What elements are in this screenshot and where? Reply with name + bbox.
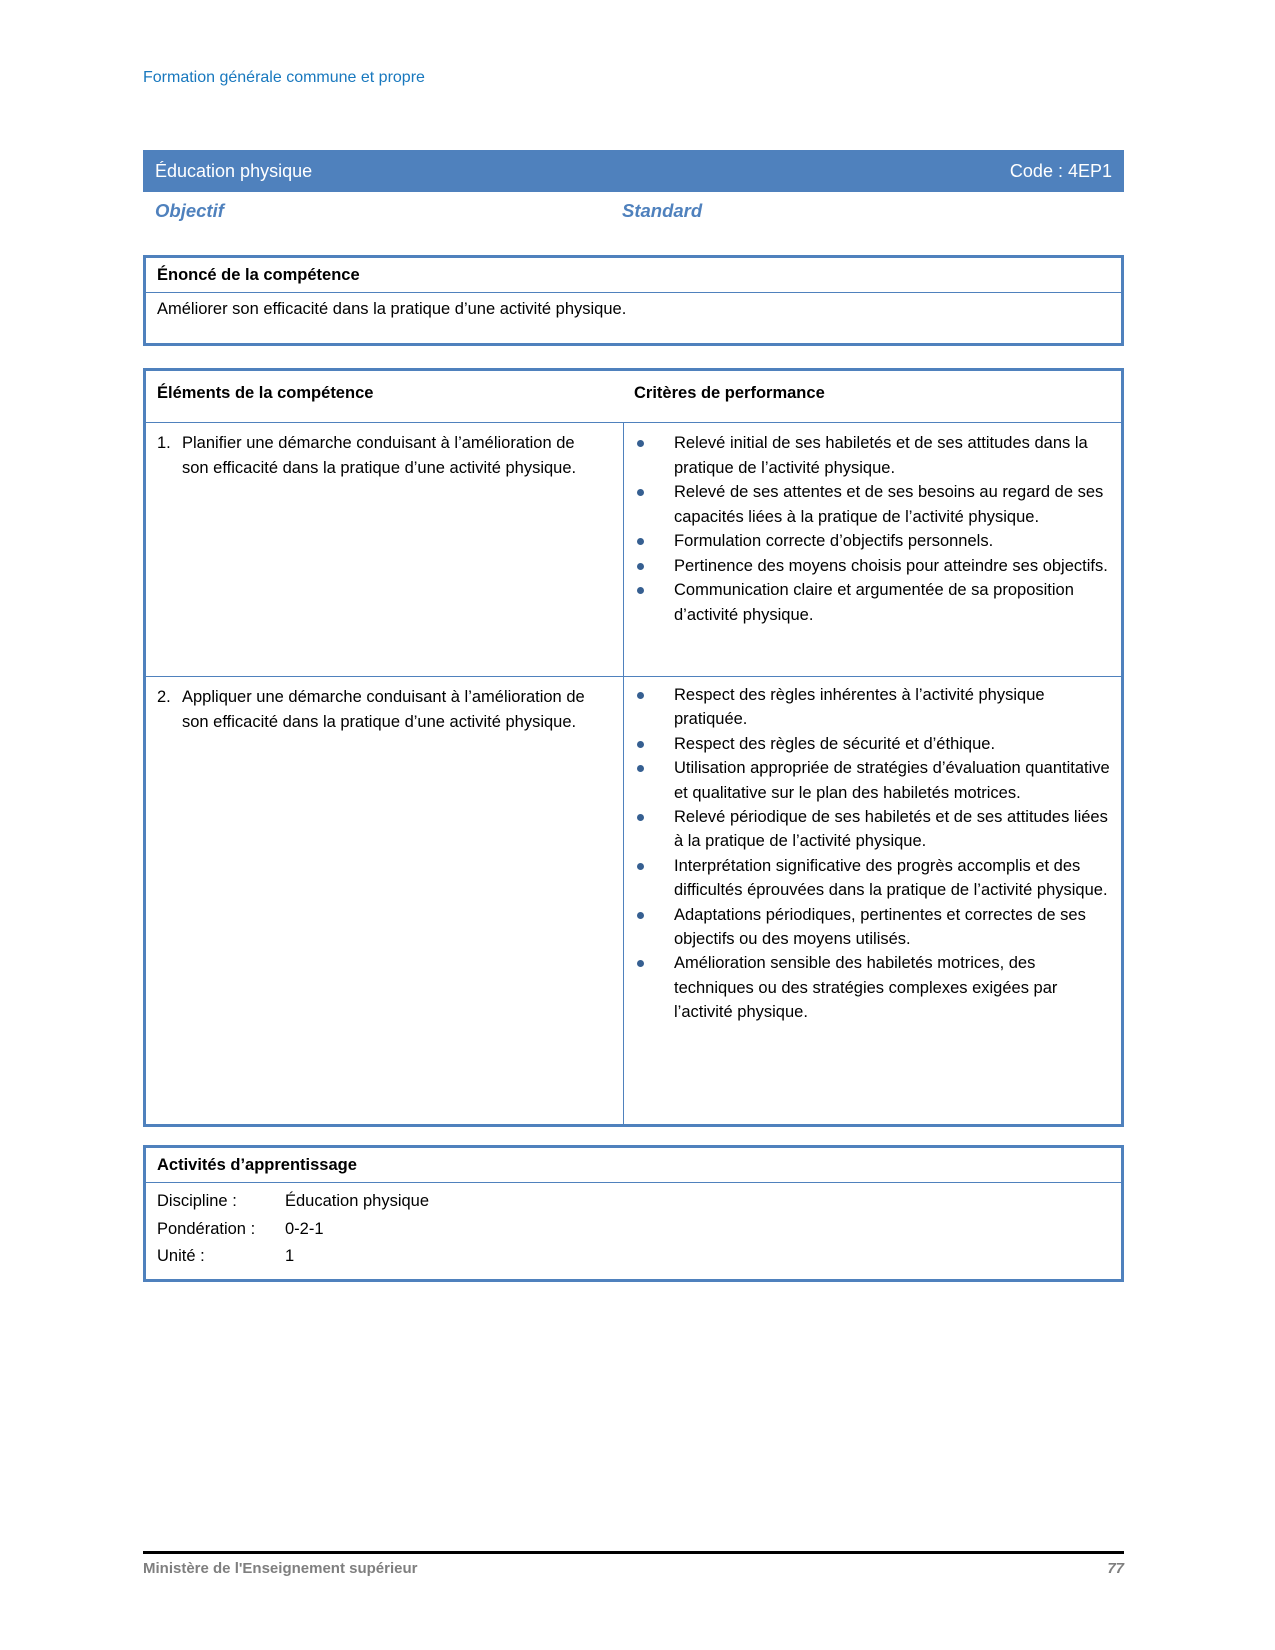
criteria-item <box>634 431 1113 480</box>
criteria-item <box>634 480 1113 529</box>
criteria-item <box>634 683 1113 732</box>
footer-page-number: 77 <box>1107 1560 1124 1577</box>
criteria-list <box>634 431 1113 627</box>
field-ponderation <box>157 1216 1110 1244</box>
criteria-item <box>634 756 1113 805</box>
element-number: 1. <box>157 434 171 452</box>
criteria-text: Relevé initial de ses habiletés et de ses attitudes dans la pratique de l’activité physique. <box>674 434 1088 477</box>
footer-ministry-label: Ministère de l'Enseignement supérieur <box>143 1560 418 1577</box>
criteria-text: Interprétation significative des progrès accomplis et des difficultés éprouvées dans la pratique de l’activité physique. <box>674 856 1108 900</box>
criteria-item <box>634 854 1113 903</box>
criteria-text: Respect des règles de sécurité et d’éthique. <box>674 734 996 753</box>
element-text: Appliquer une démarche conduisant à l’amélioration de son efficacité dans la pratique d’une activité physique. <box>182 688 585 731</box>
table-row-1-element-cell <box>146 423 623 677</box>
field-label: Pondération : <box>157 1219 256 1238</box>
bullet-icon <box>637 440 644 447</box>
criteria-text: Amélioration sensible des habiletés motrices, des techniques ou des stratégies complexes exigées par l’activité physique. <box>674 954 1058 1022</box>
elements-criteres-table <box>143 368 1124 1127</box>
criteria-list <box>634 683 1113 1025</box>
bullet-icon <box>637 960 644 967</box>
bullet-icon <box>637 692 644 699</box>
table-row-2-element-cell <box>146 677 623 1124</box>
table-header-criteres: Critères de performance <box>623 371 1121 423</box>
enonce-box-header: Énoncé de la compétence <box>146 258 1121 293</box>
bullet-icon <box>637 912 644 919</box>
element-number: 2. <box>157 688 171 706</box>
element-text: Planifier une démarche conduisant à l’amélioration de son efficacité dans la pratique d’une activité physique. <box>182 434 577 477</box>
criteria-text: Utilisation appropriée de stratégies d’évaluation quantitative et qualitative sur le plan des habiletés motrices. <box>674 759 1110 802</box>
field-discipline <box>157 1188 1110 1216</box>
activites-apprentissage-box <box>143 1145 1124 1282</box>
criteria-item <box>634 554 1113 579</box>
heading-standard: Standard <box>622 200 703 221</box>
field-value: 0-2-1 <box>285 1219 324 1238</box>
footer-divider <box>143 1551 1124 1554</box>
table-row-2-criteria-cell <box>623 677 1121 1124</box>
field-value: 1 <box>285 1247 295 1265</box>
enonce-competence-box <box>143 255 1124 346</box>
column-headings <box>143 200 1124 230</box>
field-value: Éducation physique <box>285 1192 430 1210</box>
heading-objectif: Objectif <box>155 200 224 221</box>
bullet-icon <box>637 538 644 545</box>
course-title: Éducation physique <box>155 160 313 181</box>
field-label: Discipline : <box>157 1192 237 1210</box>
bullet-icon <box>637 863 644 870</box>
bullet-icon <box>637 489 644 496</box>
bullet-icon <box>637 563 644 570</box>
criteria-text: Communication claire et argumentée de sa proposition d’activité physique. <box>674 581 1074 624</box>
criteria-text: Pertinence des moyens choisis pour atteindre ses objectifs. <box>674 556 1108 575</box>
bullet-icon <box>637 765 644 772</box>
table-row-1-criteria-cell <box>623 423 1121 677</box>
criteria-text: Relevé périodique de ses habiletés et de ses attitudes liées à la pratique de l’activité physique. <box>674 808 1108 851</box>
criteria-text: Respect des règles inhérentes à l’activité physique pratiquée. <box>674 686 1045 729</box>
criteria-text: Relevé de ses attentes et de ses besoins au regard de ses capacités liées à la pratique de l’activité physique. <box>674 483 1104 526</box>
criteria-item <box>634 529 1113 554</box>
activites-box-body <box>146 1183 1121 1279</box>
enonce-box-body: Améliorer son efficacité dans la pratique d’une activité physique. <box>157 300 627 318</box>
criteria-item <box>634 732 1113 756</box>
table-header-elements: Éléments de la compétence <box>146 371 623 423</box>
criteria-item <box>634 805 1113 854</box>
document-section-label: Formation générale commune et propre <box>143 69 425 86</box>
criteria-item <box>634 903 1113 952</box>
criteria-text: Adaptations périodiques, pertinentes et correctes de ses objectifs ou des moyens utilisés. <box>674 905 1086 949</box>
criteria-item <box>634 951 1113 1024</box>
course-code: Code : 4EP1 <box>1009 160 1112 181</box>
field-label: Unité : <box>157 1247 205 1265</box>
page-footer <box>143 1560 1124 1577</box>
bullet-icon <box>637 587 644 594</box>
field-unite <box>157 1243 1110 1271</box>
criteria-item <box>634 578 1113 627</box>
course-title-bar <box>143 150 1124 192</box>
activites-box-header: Activités d’apprentissage <box>146 1148 1121 1183</box>
criteria-text: Formulation correcte d’objectifs personnels. <box>674 532 994 550</box>
bullet-icon <box>637 814 644 821</box>
bullet-icon <box>637 741 644 748</box>
